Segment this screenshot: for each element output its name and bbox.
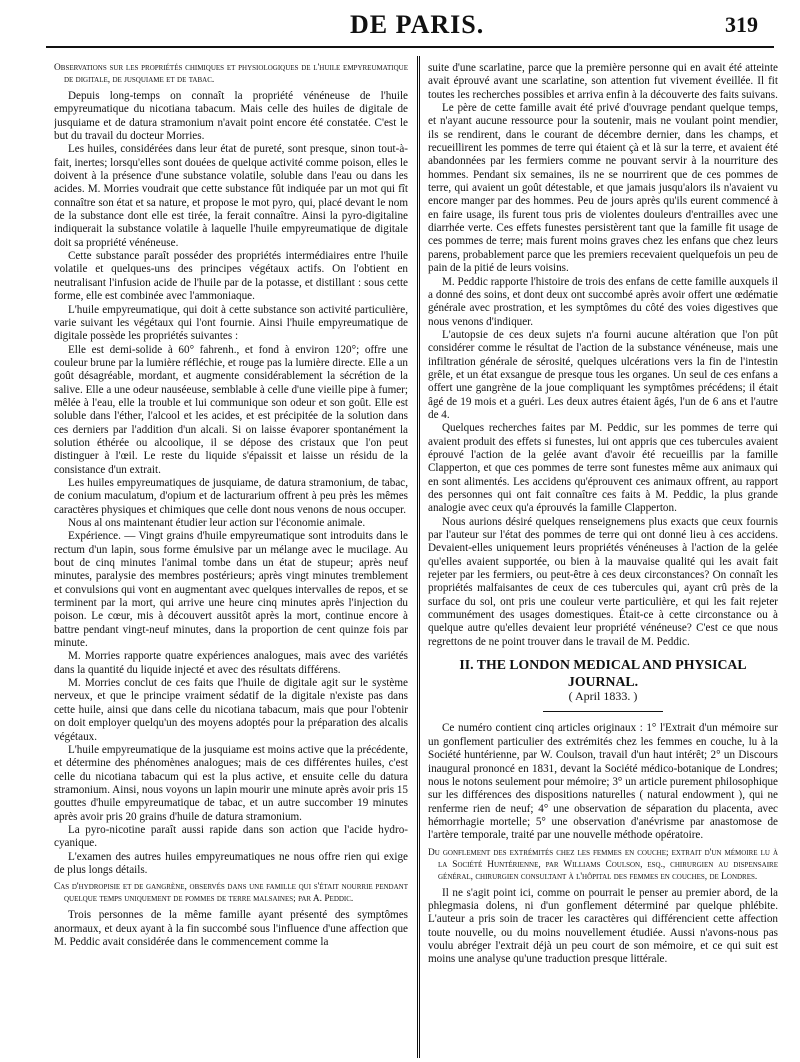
- section-rule: [543, 711, 663, 712]
- paragraph: suite d'une scarlatine, parce que la première personne qui en avait été atteinte avait éprouvé avant une scarlatine, son attention fut vivement éveillée. Il fit toutes les recherches possibles et arriva enfin à la découverte des faits suivans.: [428, 62, 778, 101]
- paragraph: M. Peddic rapporte l'histoire de trois des enfans de cette famille auxquels il a donné des soins, et dont deux ont succombé après avoir offert une œdématie générale avec prostration, et les symptômes du côté des voies digestives que nous venons d'indiquer.: [428, 275, 778, 328]
- paragraph: Elle est demi-solide à 60° fahrenh., et fond à environ 120°; offre une couleur brune par la lumière réfléchie, et rouge pas la lumière directe. Elle a un goût désagréable, mordant, et augmente considérablement la sécrétion de la salive. Elle a une odeur nauséeuse, semblable à celle d'une vieille pipe à fumer; mêlée à l'eau, elle la trouble et lui communique son odeur et son goût. Elle est soluble dans l'éther, l'alcool et les acides, et est précipitée de la solution dans ces derniers par l'addition d'un alcali. Si on laisse évaporer spontanément la solution éthérée ou alcoolique, il se dépose des cristaux que l'on peut distinguer à l'œil. Le reste du liquide s'épaissit et laisse un résidu de la consistance d'un extrait.: [54, 343, 408, 476]
- paragraph: Depuis long-temps on connaît la propriété vénéneuse de l'huile empyreumatique du nicotiana tabacum. Mais celle des huiles de digitale de jusquiame et de datura stramonium n'avait point encore été constatée. C'est le but du travail du docteur Morries.: [54, 90, 408, 143]
- paragraph: Quelques recherches faites par M. Peddic, sur les pommes de terre qui avaient produit des effets si funestes, lui ont appris que ces tubercules avaient éprouvé l'action de la gelée avant d'avoir été recueillis par la famille Clapperton, et que ces pommes de terre sont funestes même aux animaux qui en sont alimentés. Les accidens qu'éprouvent ces animaux offrent, au rapport des personnes qui ont fait connaître ces faits à M. Peddic, la plus grande analogie avec ceux qu'a éprouvés la famille Clapperton.: [428, 422, 778, 515]
- paragraph: L'autopsie de ces deux sujets n'a fourni aucune altération que l'on pût considérer comme le résultat de l'action de la substance vénéneuse, mais une infiltration générale de sérosité, quelques ulcérations vers la fin de l'intestin grêle, et un état exsangue de presque tous les organes. Un seul de ces enfans a offert une gangrène de la joue compliquant les symptômes précédens; il était âgé de 19 mois et a guéri. Les deux autres étaient âgés, l'un de 6 ans et l'autre de 4.: [428, 328, 778, 421]
- section-title: II. THE LONDON MEDICAL AND PHYSICAL JOURNAL.: [459, 657, 747, 690]
- paragraph: L'huile empyreumatique, qui doit à cette substance son activité particulière, varie suivant les végétaux qui l'ont fournie. Ainsi l'huile empyreumatique de digitale possède les propriétés suivantes :: [54, 303, 408, 343]
- article-heading: Cas d'hydropisie et de gangrène, observés dans une famille qui s'était nourrie pendant quelque temps uniquement de pommes de terre malsaines; par A. Peddic.: [54, 882, 408, 905]
- paragraph: Expérience. — Vingt grains d'huile empyreumatique sont introduits dans le rectum d'un lapin, sous forme émulsive par un mélange avec le mucilage. Au bout de cinq minutes l'animal tombe dans un état de stupeur; après neuf minutes, paralysie des membres postérieurs; après vingt minutes tremblement et convulsions qui vont en augmentant avec quelques intervalles de repos, et se terminent par la mort, qui arrive une heure cinq minutes après l'injection du poison. Le cœur, mis à découvert aussitôt après la mort, continue encore à battre pendant vingt-neuf minutes, dans la proportion de cent quinze fois par minute.: [54, 530, 408, 650]
- paragraph: Les huiles, considérées dans leur état de pureté, sont presque, sinon tout-à-fait, inertes; lorsqu'elles sont douées de quelque activité comme poison, elles le doivent à la présence d'une substance volatile, soluble dans l'eau ou dans les acides. M. Morries voudrait que cette substance fût indiquée par un mot qui fît connaître son état et sa nature, et propose le mot pyro, qui, placé devant le nom de la substance dont elle est tirée, la ferait connaître. Ainsi la pyro-digitaline indiquerait la substance volatile à laquelle l'huile empyreumatique de digitale doit sa propriété vénéneuse.: [54, 143, 408, 249]
- paragraph: Cette substance paraît posséder des propriétés intermédiaires entre l'huile volatile et quelques-uns des principes végétaux actifs. On l'obtient en neutralisant l'infusion acide de l'huile par de la potasse, et distillant : sous cette forme, elle est combinée avec l'ammoniaque.: [54, 250, 408, 303]
- paragraph: L'huile empyreumatique de la jusquiame est moins active que la précédente, et détermine des phénomènes analogues; mais de ces différentes huiles, c'est celle du nicotiana tabacum qui est la plus active, et ensuite celle du datura stramonium. Ainsi, nous voyons un lapin mourir une minute après avoir pris 15 gouttes d'huile empyreumatique de tabac, et un autre succomber 19 minutes après avoir pris 20 grains d'huile de datura stramonium.: [54, 743, 408, 823]
- header-rule: [46, 46, 774, 48]
- paragraph: L'examen des autres huiles empyreumatiques ne nous offre rien qui exige de plus longs détails.: [54, 850, 408, 876]
- column-divider: [417, 56, 420, 1058]
- page-number: 319: [725, 12, 758, 37]
- paragraph: M. Morries conclut de ces faits que l'huile de digitale agit sur le système nerveux, et que le principe vraiment sédatif de la digitale n'existe pas dans cette huile, ainsi que dans celle du nicotiana tabacum, mais que pour l'obtenir on doit employer quelqu'un des moyens adoptés pour la préparation des alcalis végétaux.: [54, 677, 408, 743]
- section-date: ( April 1833. ): [568, 689, 638, 704]
- paragraph: Ce numéro contient cinq articles originaux : 1° l'Extrait d'un mémoire sur un gonflement particulier des extrémités chez les femmes en couche, lu à la Société huntérienne, par W. Coulson, travail d'un haut intérêt; 2° un Discours inaugural prononcé en 1831, devant la Société médico-botanique de Londres; nous le notons seulement pour mémoire; 3° un article purement philosophique sur les différences des dispositions naturelles ( natural endowment ), qui ne renferme rien de neuf; 4° une observation de séparation du placenta, avec hémorrhagie mortelle; 5° une observation d'anévrisme par anastomose de l'artère temporale, traité par une nouvelle méthode opératoire.: [428, 722, 778, 842]
- paragraph: Nous al ons maintenant étudier leur action sur l'économie animale.: [68, 517, 366, 529]
- paragraph: Nous aurions désiré quelques renseignemens plus exacts que ceux fournis par l'auteur sur l'état des pommes de terre qui ont donné lieu à ces accidens. Devaient-elles uniquement leurs propriétés vénéneuses à l'action de la gelée qu'elles avaient supportée, ou bien à la mauvaise qualité qui les avait fait rejeter par les fermiers, ou peut-être à ces deux circonstances? On connaît les propriétés malfaisantes de ceux de ces tubercules qui, ayant crû près de la surface du sol, ont pris une couleur verte particulière, et qui les fait rejeter communément des usages domestiques. Était-ce à cette circonstance ou à quelque autre qu'elles devaient leur propriété vénéneuse? C'est ce que nous regrettons de ne point trouver dans le travail de M. Peddic.: [428, 515, 778, 648]
- left-column: [54, 62, 408, 1057]
- paragraph: Trois personnes de la même famille ayant présenté des symptômes anormaux, et deux ayant à la fin succombé sous l'influence d'une affection que M. Peddic avait considérée dans le commencement comme la: [54, 909, 408, 948]
- article-heading: Du gonflement des extrémités chez les femmes en couche; extrait d'un mémoire lu à la Société Huntérienne, par Williams Coulson, esq., chirurgien au dispensaire général, chirurgien consultant à l'hôpital des femmes en couches, de Londres.: [428, 847, 778, 882]
- running-title: DE PARIS.: [350, 10, 485, 39]
- page-header: [0, 0, 800, 52]
- paragraph: M. Morries rapporte quatre expériences analogues, mais avec des variétés dans la quantité du liquide injecté et avec des résultats différens.: [54, 650, 408, 676]
- paragraph: Les huiles empyreumatiques de jusquiame, de datura stramonium, de tabac, de conium maculatum, d'opium et de lacturarium offrent à peu près les mêmes caractères physiques et chimiques que celle dont nous venons de nous occuper.: [54, 476, 408, 516]
- article-heading: Observations sur les propriétés chimiques et physiologiques de l'huile empyreumatique de digitale, de jusquiame et de tabac.: [54, 63, 408, 85]
- paragraph: La pyro-nicotine paraît aussi rapide dans son action que l'acide hydro-cyanique.: [54, 823, 408, 850]
- paragraph: Le père de cette famille avait été privé d'ouvrage pendant quelque temps, et n'ayant aucune ressource pour la soutenir, mais ne voulant point mendier, ils se rendirent, dans le courant de décembre dernier, dans les champs, et recueillirent les pommes de terre qui étaient çà et là sur la terre, et avaient été abandonnées par les fermiers comme ne pouvant servir à la nourriture des hommes. Pendant six semaines, ils ne se nourrirent que de ces pommes de terre, qui avaient un goût détestable, et que jamais jusqu'alors ils n'avaient vu encore manger par des hommes. Peu de jours après qu'ils eurent commencé à en faire usage, ils furent tous pris de violentes douleurs d'entrailles avec une diarrhée verte. Ces effets funestes persistèrent tant que la famille fit usage de ces pommes de terre; mais furent moins graves chez les enfans que chez leurs parens, probablement parce que les premiers recevaient quelquefois un peu de pain de la pitié de leurs voisins.: [428, 102, 778, 275]
- right-column: [428, 62, 778, 1057]
- paragraph: Il ne s'agit point ici, comme on pourrait le penser au premier abord, de la phlegmasia dolens, ni d'un gonflement déterminé par quelque phlébite. L'auteur a pris soin de tracer les caractères qui différencient cette affection toute nouvelle, ou du moins nouvellement étudiée. Aussi n'avons-nous pas voulu abréger l'extrait déjà un peu court de son mémoire, et ce qui suit est moins une analyse qu'une traduction presque littérale.: [428, 886, 778, 966]
